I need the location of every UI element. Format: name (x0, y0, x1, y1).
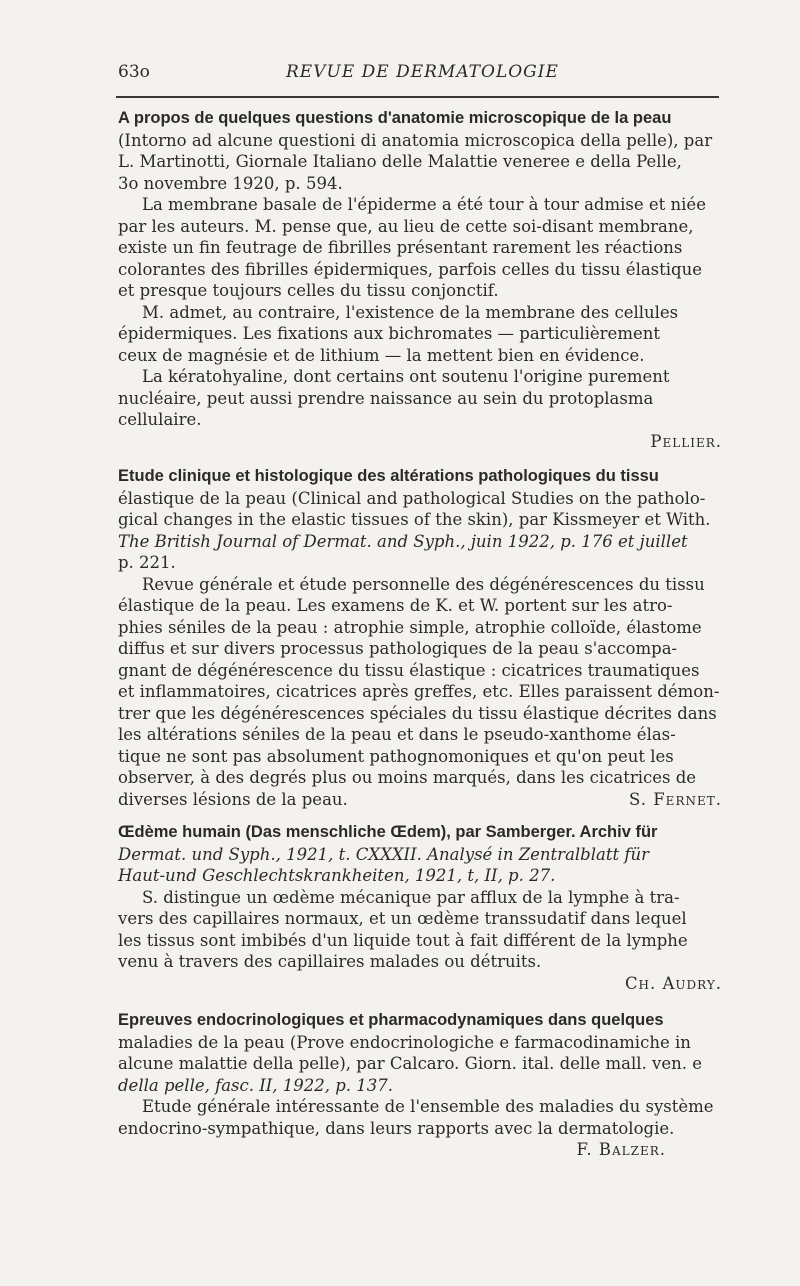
body-line: phies séniles de la peau : atrophie simple, atrophie colloïde, élastome (118, 617, 702, 637)
article-samberger (118, 822, 722, 995)
body-line-with-signature (118, 789, 722, 811)
body-line: colorantes des fibrilles épidermiques, parfois celles du tissu élastique (118, 259, 703, 279)
body-line: les altérations séniles de la peau et dans le pseudo-xanthome élas- (118, 725, 676, 744)
article-title: Epreuves endocrinologiques et pharmacodynamiques dans quelques (118, 1011, 664, 1029)
journal-title: REVUE DE DERMATOLOGIE (286, 62, 559, 82)
body-line: Etude générale intéressante de l'ensemble des maladies du système (142, 1097, 714, 1116)
article-reference: The British Journal of Dermat. and Syph., juin 1922, p. 176 et juillet (118, 531, 688, 551)
reviewer-signature: F. Balzer. (576, 1140, 666, 1159)
article-kissmeyer-with (118, 466, 722, 810)
body-line: venu à travers des capillaires malades ou détruits. (118, 952, 542, 971)
article-title: Etude clinique et histologique des altérations pathologiques du tissu (118, 467, 659, 485)
article-reference: élastique de la peau (Clinical and pathological Studies on the patholo- (118, 488, 706, 508)
article-reference: alcune malattie della pelle), par Calcaro. Giorn. ital. delle mall. ven. e (118, 1054, 702, 1073)
body-line: La kératohyaline, dont certains ont soutenu l'origine purement (142, 367, 670, 386)
article-reference: della pelle, fasc. II, 1922, p. 137. (118, 1075, 394, 1095)
body-line: M. admet, au contraire, l'existence de la membrane des cellules (142, 302, 679, 322)
article-reference: maladies de la peau (Prove endocrinologiche e farmacodinamiche in (118, 1032, 691, 1052)
article-reference: L. Martinotti, Giornale Italiano delle Malattie veneree e della Pelle, (118, 152, 682, 171)
page-number: 63o (118, 62, 150, 82)
header-rule (116, 96, 719, 98)
body-line: diverses lésions de la peau. (118, 789, 348, 809)
body-line: vers des capillaires normaux, et un œdème transsudatif dans lequel (118, 909, 687, 928)
running-head (118, 62, 718, 86)
article-reference: 3o novembre 1920, p. 594. (118, 173, 343, 193)
body-line: épidermiques. Les fixations aux bichromates — particulièrement (118, 324, 660, 343)
body-line: observer, à des degrés plus ou moins marqués, dans les cicatrices de (118, 768, 697, 787)
article-title: Œdème humain (Das menschliche Œdem), par Samberger. Archiv für (118, 823, 658, 841)
body-line: et inflammatoires, cicatrices après greffes, etc. Elles paraissent démon- (118, 682, 720, 701)
body-line: tique ne sont pas absolument pathognomoniques et qu'on peut les (118, 746, 674, 766)
article-calcaro (118, 1010, 722, 1161)
body-line: par les auteurs. M. pense que, au lieu de cette soi-disant membrane, (118, 216, 694, 236)
article-reference: Haut-und Geschlechtskrankheiten, 1921, t, II, p. 27. (118, 866, 556, 885)
article-reference: (Intorno ad alcune questioni di anatomia microscopica della pelle), par (118, 130, 713, 150)
reviewer-signature: Pellier. (650, 431, 722, 451)
body-line: les tissus sont imbibés d'un liquide tout à fait différent de la lymphe (118, 930, 688, 950)
body-line: trer que les dégénérescences spéciales du tissu élastique décrites dans (118, 703, 717, 723)
body-line: cellulaire. (118, 410, 202, 429)
reviewer-signature: Ch. Audry. (624, 973, 722, 993)
article-reference: Dermat. und Syph., 1921, t. CXXXII. Analysé in Zentralblatt für (118, 844, 649, 864)
body-line: ceux de magnésie et de lithium — la mettent bien en évidence. (118, 345, 645, 365)
article-martinotti (118, 108, 722, 453)
body-line: Revue générale et étude personnelle des dégénérescences du tissu (142, 574, 705, 594)
article-reference: gical changes in the elastic tissues of the skin), par Kissmeyer et With. (118, 510, 711, 529)
body-line: S. distingue un œdème mécanique par afflux de la lymphe à tra- (142, 887, 680, 907)
article-reference: p. 221. (118, 553, 176, 572)
body-line: existe un fin feutrage de fibrilles présentant rarement les réactions (118, 238, 683, 257)
body-line: La membrane basale de l'épiderme a été tour à tour admise et niée (142, 195, 706, 214)
body-line: nucléaire, peut aussi prendre naissance au sein du protoplasma (118, 388, 654, 408)
body-line: endocrino-sympathique, dans leurs rapports avec la dermatologie. (118, 1118, 675, 1138)
reviewer-signature: S. Fernet. (629, 789, 722, 809)
body-line: gnant de dégénérescence du tissu élastique : cicatrices traumatiques (118, 660, 700, 680)
body-line: et presque toujours celles du tissu conjonctif. (118, 281, 499, 300)
article-title: A propos de quelques questions d'anatomie microscopique de la peau (118, 109, 672, 127)
body-line: élastique de la peau. Les examens de K. et W. portent sur les atro- (118, 596, 673, 615)
body-line: diffus et sur divers processus pathologiques de la peau s'accompa- (118, 639, 678, 658)
